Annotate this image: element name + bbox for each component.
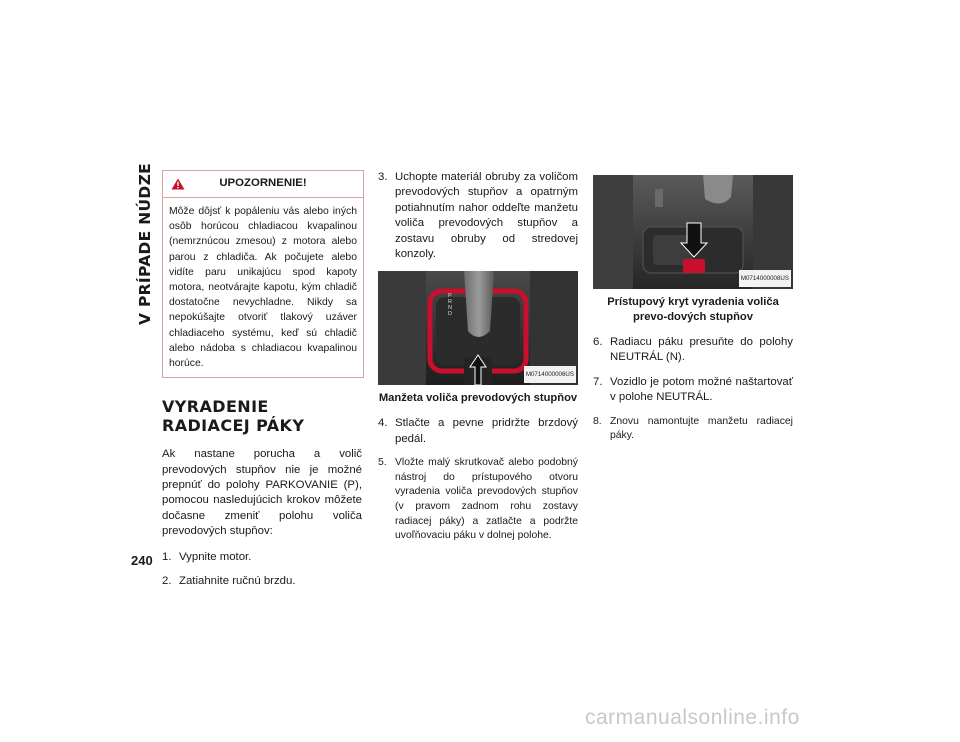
step-number: 7. (593, 375, 603, 388)
figure-code: M0714000006US (524, 366, 576, 383)
step-text: Stlačte a pevne pridržte brzdový pedál. (395, 417, 578, 445)
page-number: 240 (131, 553, 153, 568)
column-1 (162, 170, 380, 598)
step-text: Uchopte materiál obruby za voličom prevodových stupňov a opatrným potiahnutím nahor oddeľte manžetu voliča prevodových stupňov a zostavu obruby od stredovej konzoly. (395, 171, 578, 261)
step-text: Vozidlo je potom možné naštartovať v polohe NEUTRÁL. (610, 375, 793, 404)
figure-code: M0714000008US (739, 270, 791, 287)
step-8 (593, 415, 793, 444)
warning-header (163, 171, 363, 198)
chapter-side-tab (132, 163, 158, 325)
column-3 (593, 170, 793, 453)
figure-shifter-boot (378, 271, 578, 385)
step-number: 8. (593, 415, 602, 427)
step-number: 3. (378, 171, 388, 183)
warning-body: Môže dôjsť k popáleniu vás alebo iných osôb horúcou chladiacou kvapalinou (nemrznúcou zmesou) z motora alebo parou z chladiča. Ak počujete alebo vidíte paru unikajúcu spod kapoty motora, neotvárajte kapotu, kým chladič dostatočne nevychladne. Nikdy sa nepokúšajte otvoriť tlakový uzáver chladiaceho systému, keď sú chladič alebo nádoba s chladiacou kvapalinou horúce. (169, 206, 357, 370)
warning-triangle-icon (171, 178, 185, 190)
warning-title: UPOZORNENIE! (219, 177, 307, 190)
step-4 (378, 416, 578, 447)
column-2 (378, 170, 578, 553)
figure-access-cover (593, 175, 793, 289)
step-6 (593, 335, 793, 366)
step-text: Zatiahnite ručnú brzdu. (179, 575, 296, 588)
step-text: Vypnite motor. (179, 550, 252, 563)
section-title: VYRADENIE RADIACEJ PÁKY (162, 397, 305, 436)
step-number: 6. (593, 336, 603, 348)
watermark: carmanualsonline.info (585, 706, 800, 729)
step-text: Radiacu páku presuňte do polohy NEUTRÁL (N). (610, 336, 793, 364)
step-text: Vložte malý skrutkovač alebo podobný nástroj do prístupového otvoru vyradenia voliča prevodových stupňov (v pravom zadnom rohu zostavy radiacej páky) a zatlačte a podržte uvoľňovaciu páku v dolnej polohe. (395, 457, 578, 542)
chapter-side-tab-label: V PRÍPADE NÚDZE (136, 163, 154, 325)
step-3 (378, 170, 578, 262)
gear-letters: P R N D (448, 293, 452, 318)
step-number: 5. (378, 457, 387, 469)
step-1 (162, 550, 380, 565)
step-5 (378, 456, 578, 544)
step-number: 4. (378, 417, 388, 430)
warning-box (162, 170, 364, 378)
figure-caption: Prístupový kryt vyradenia voliča prevo-dových stupňov (607, 296, 779, 323)
section-intro: Ak nastane porucha a volič prevodových stupňov nie je možné prepnúť do polohy PARKOVANIE (P), pomocou nasledujúcich krokov môžete dočasne zmeniť polohu voliča prevodových stupňov: (162, 448, 362, 538)
step-7 (593, 375, 793, 406)
step-text: Znovu namontujte manžetu radiacej páky. (610, 415, 793, 442)
figure-caption: Manžeta voliča prevodových stupňov (378, 392, 578, 405)
step-2 (162, 574, 380, 589)
step-number: 1. (162, 550, 172, 563)
step-number: 2. (162, 575, 172, 588)
